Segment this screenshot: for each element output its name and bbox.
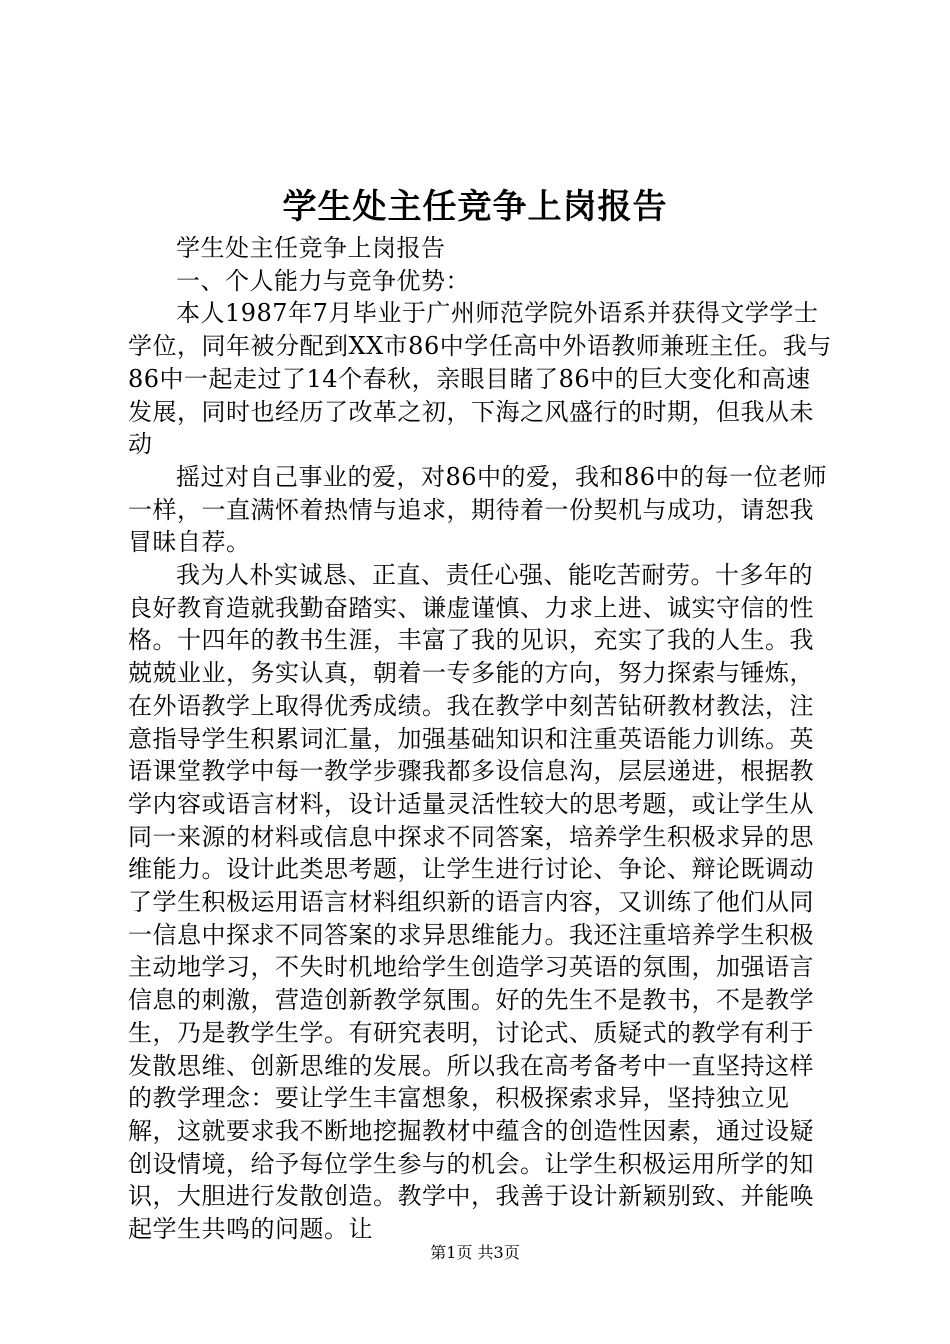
document-title: 学生处主任竞争上岗报告 (282, 187, 668, 227)
paragraph-background: 本人1987年7月毕业于广州师范学院外语系并获得文学学士学位，同年被分配到XX市86中学任高中外语教师兼班主任。我与86中一起走过了14个春秋，亲眼目睹了86中的巨大变化和高速发展，同时也经历了改革之初，下海之风盛行的时期，但我从未动 (128, 299, 832, 459)
paragraph-self-recommendation: 摇过对自己事业的爱，对86中的爱，我和86中的每一位老师一样，一直满怀着热情与追求，期待着一份契机与成功，请恕我冒昧自荐。 (128, 462, 828, 557)
paragraph-section-heading: 一、个人能力与竞争优势： (176, 266, 470, 295)
document-body (128, 232, 834, 1246)
paragraph-subtitle: 学生处主任竞争上岗报告 (176, 234, 446, 262)
paragraph-teaching-experience: 我为人朴实诚恳、正直、责任心强、能吃苦耐劳。十多年的良好教育造就我勤奋踏实、谦虚谨慎、力求上进、诚实守信的性格。十四年的教书生涯，丰富了我的见识，充实了我的人生。我兢兢业业，务实认真，朝着一专多能的方向，努力探索与锤炼，在外语教学上取得优秀成绩。我在教学中刻苦钻研教材教法，注意指导学生积累词汇量，加强基础知识和注重英语能力训练。英语课堂教学中每一教学步骤我都多设信息沟，层层递进，根据教学内容或语言材料，设计适量灵活性较大的思考题，或让学生从同一来源的材料或信息中探求不同答案，培养学生积极求异的思维能力。设计此类思考题，让学生进行讨论、争论、辩论既调动了学生积极运用语言材料组织新的语言内容，又训练了他们从同一信息中探求不同答案的求异思维能力。我还注重培养学生积极主动地学习，不失时机地给学生创造学习英语的氛围，加强语言信息的刺激，营造创新教学氛围。好的先生不是教书，不是教学生，乃是教学生学。有研究表明，讨论式、质疑式的教学有利于发散思维、创新思维的发展。所以我在高考备考中一直坚持这样的教学理念：要让学生丰富想象，积极探索求异，坚持独立见解，这就要求我不断地挖掘教材中蕴含的创造性因素，通过设疑创设情境，给予每位学生参与的机会。让学生积极运用所学的知识，大胆进行发散创造。教学中，我善于设计新颖别致、并能唤起学生共鸣的问题。让 (128, 561, 814, 1244)
page-number-footer: 第1页 共3页 (430, 1243, 520, 1262)
